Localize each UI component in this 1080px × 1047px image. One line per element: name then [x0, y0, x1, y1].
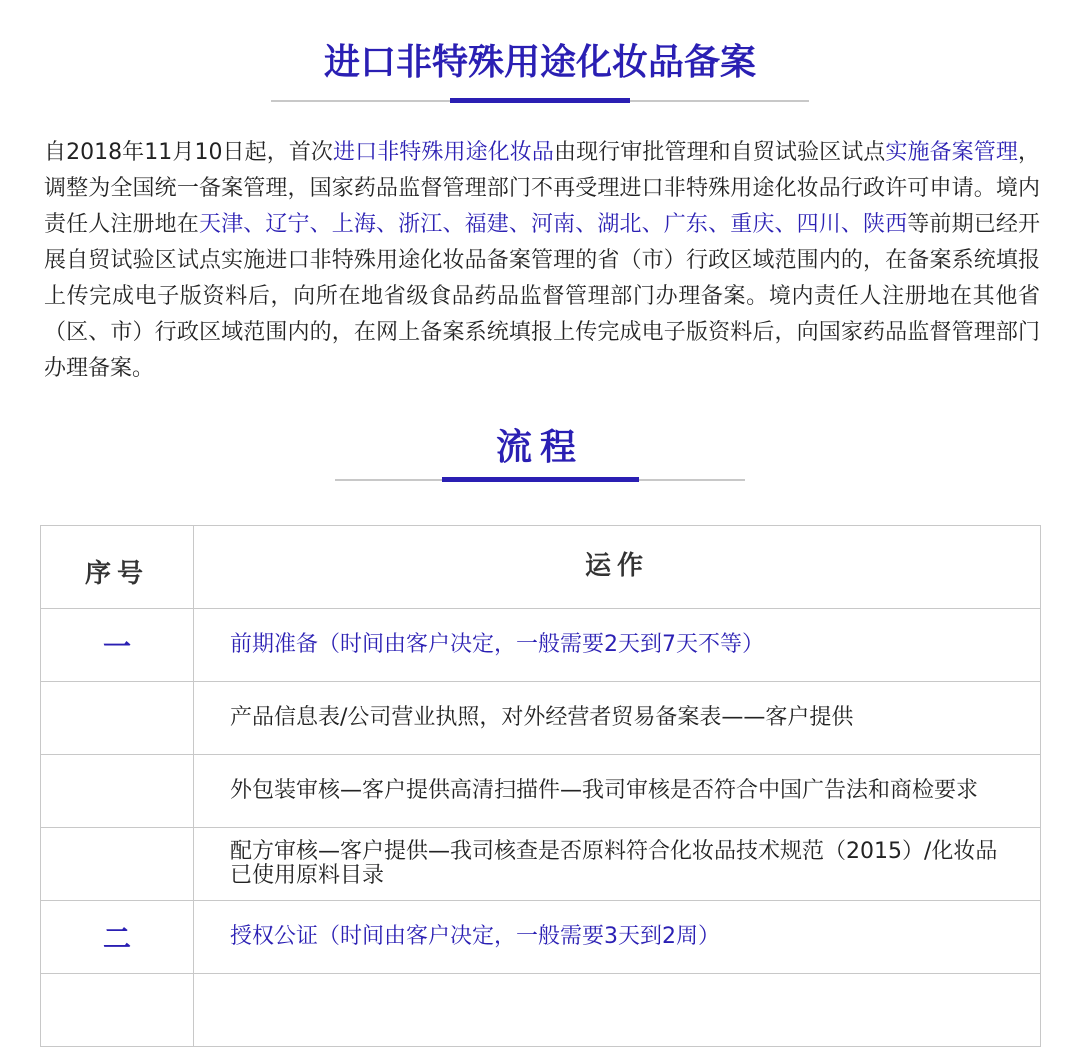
title-accent-bar — [450, 98, 630, 103]
process-accent-bar — [442, 477, 639, 482]
table-row — [41, 901, 1041, 974]
intro-link-filing[interactable]: 实施备案管理 — [885, 140, 1018, 165]
step-number — [41, 828, 194, 901]
intro-text: 由现行审批管理和自贸试验区试点 — [553, 140, 886, 165]
page-title: 进口非特殊用途化妆品备案 — [323, 42, 756, 83]
intro-text: ，调整为全国统一备案管理，国家药品监督管理部门不再受理进口非特殊用途化妆品行政许可申请。境内责任人注册地在 — [44, 140, 1040, 237]
step-number — [41, 974, 194, 1047]
step-text: 前期准备（时间由客户决定，一般需要2天到7天不等） — [194, 609, 1041, 682]
step-text: 外包装审核—客户提供高清扫描件—我司审核是否符合中国广告法和商检要求 — [194, 755, 1041, 828]
table-row — [41, 609, 1041, 682]
step-text: 产品信息表/公司营业执照，对外经营者贸易备案表——客户提供 — [194, 682, 1041, 755]
section-title-process: 流程 — [495, 427, 584, 468]
intro-text: 自2018年11月10日起，首次 — [44, 140, 334, 165]
header-operation: 运作 — [194, 526, 1041, 609]
intro-text: 等前期已经开展自贸试验区试点实施进口非特殊用途化妆品备案管理的省（市）行政区域范围内的，在备案系统填报上传完成电子版资料后，向所在地省级食品药品监督管理部门办理备案。境内责任人注册地在其他省（区、市）行政区域范围内的，在网上备案系统填报上传完成电子版资料后，向国家药品监督管理部门办理备案。 — [44, 212, 1040, 381]
step-number — [41, 755, 194, 828]
table-header-row — [41, 526, 1041, 609]
table-row — [41, 828, 1041, 901]
step-number: 二 — [41, 901, 194, 974]
step-text: 授权公证（时间由客户决定，一般需要3天到2周） — [194, 901, 1041, 974]
table-row — [41, 755, 1041, 828]
step-text: 配方审核—客户提供—我司核查是否原料符合化妆品技术规范（2015）/化妆品已使用原料目录 — [194, 828, 1041, 901]
intro-link-product[interactable]: 进口非特殊用途化妆品 — [333, 140, 554, 165]
step-number — [41, 682, 194, 755]
table-row — [41, 974, 1041, 1047]
step-number: 一 — [41, 609, 194, 682]
header-seq: 序号 — [41, 526, 194, 609]
table-row — [41, 682, 1041, 755]
intro-paragraph — [44, 135, 1040, 387]
process-table — [40, 525, 1041, 1047]
intro-link-regions[interactable]: 天津、辽宁、上海、浙江、福建、河南、湖北、广东、重庆、四川、陕西 — [198, 212, 908, 237]
step-text — [194, 974, 1041, 1047]
